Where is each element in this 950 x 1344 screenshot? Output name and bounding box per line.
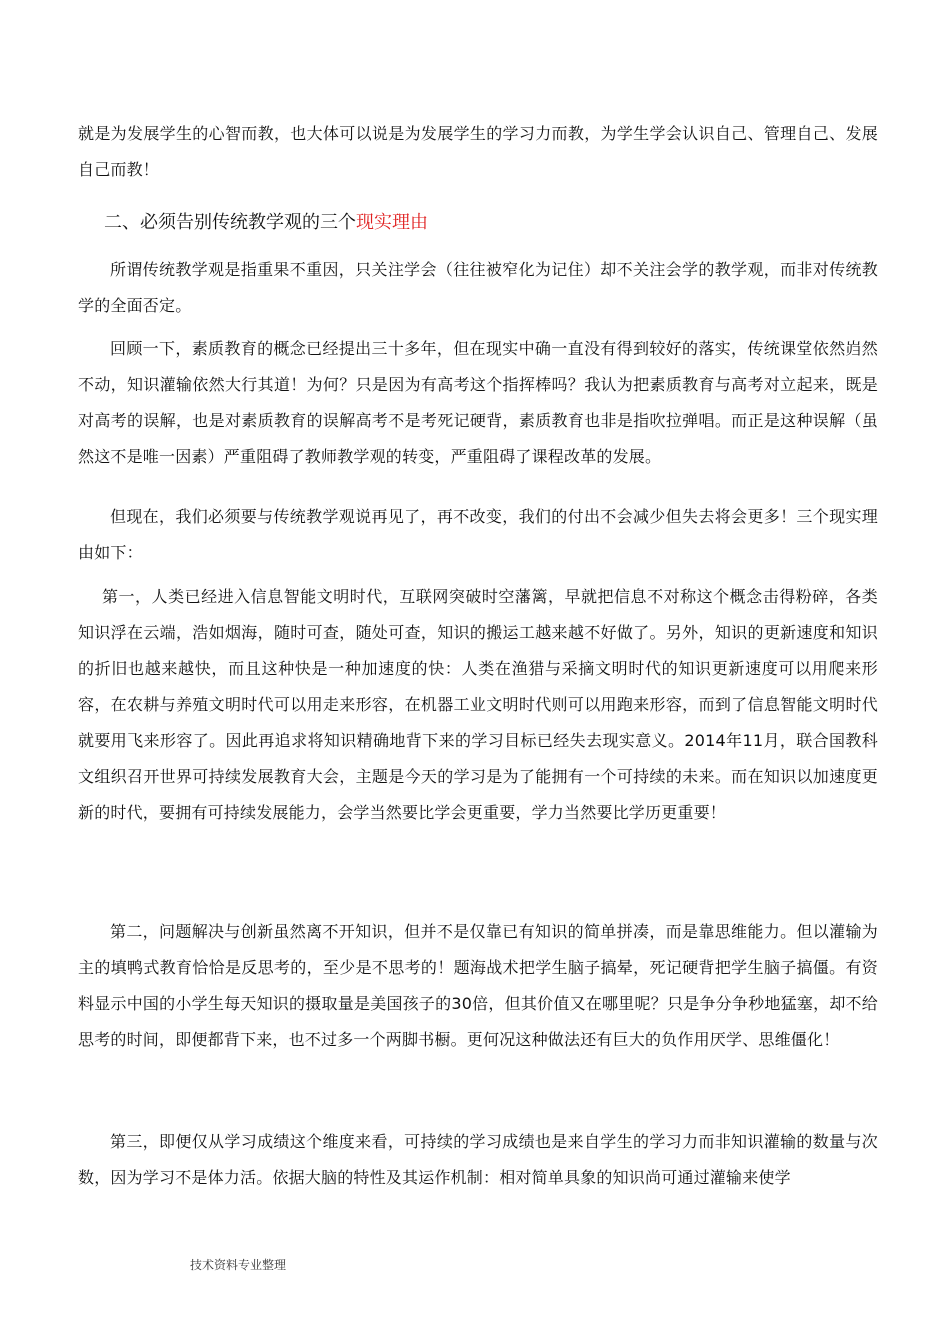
paragraph-reason-two: 第二，问题解决与创新虽然离不开知识，但并不是仅靠已有知识的简单拼凑，而是靠思维能力。但以灌输为主的填鸭式教育恰恰是反思考的，至少是不思考的！题海战术把学生脑子搞晕，死记硬背把学生脑子搞僵。有资料显示中国的小学生每天知识的摄取量是美国孩子的30倍，但其价值又在哪里呢？只是争分争秒地猛塞，却不给思考的时间，即便都背下来，也不过多一个两脚书橱。更何况这种做法还有巨大的负作用厌学、思维僵化！ — [78, 922, 878, 1049]
paragraph-intro: 就是为发展学生的心智而教，也大体可以说是为发展学生的学习力而教，为学生学会认识自己、管理自己、发展自己而教！ — [78, 124, 878, 179]
paragraph-reason-one: 第一，人类已经进入信息智能文明时代，互联网突破时空藩篱，早就把信息不对称这个概念击得粉碎，各类知识浮在云端，浩如烟海，随时可查，随处可查，知识的搬运工越来越不好做了。另外，知识的更新速度和知识的折旧也越来越快，而且这种快是一种加速度的快：人类在渔猎与采摘文明时代的知识更新速度可以用爬来形容，在农耕与养殖文明时代可以用走来形容，在机器工业文明时代则可以用跑来形容，而到了信息智能文明时代就要用飞来形容了。因此再追求将知识精确地背下来的学习目标已经失去现实意义。2014年11月，联合国教科文组织召开世界可持续发展教育大会，主题是今天的学习是为了能拥有一个可持续的未来。而在知识以加速度更新的时代，要拥有可持续发展能力，会学当然要比学会更重要，学力当然要比学历更重要！ — [78, 587, 878, 822]
heading-highlight: 现实理由 — [356, 212, 428, 233]
paragraph-transition: 但现在，我们必须要与传统教学观说再见了，再不改变，我们的付出不会减少但失去将会更多！三个现实理由如下： — [78, 507, 878, 562]
heading-text: 二、必须告别传统教学观的三个 — [104, 212, 356, 233]
paragraph-definition: 所谓传统教学观是指重果不重因，只关注学会（往往被窄化为记住）却不关注会学的教学观，而非对传统教学的全面否定。 — [78, 260, 878, 315]
paragraph-review: 回顾一下，素质教育的概念已经提出三十多年，但在现实中确一直没有得到较好的落实，传统课堂依然岿然不动，知识灌输依然大行其道！为何？只是因为有高考这个指挥棒吗？我认为把素质教育与高考对立起来，既是对高考的误解，也是对素质教育的误解高考不是考死记硬背，素质教育也非是指吹拉弹唱。而正是这种误解（虽然这不是唯一因素）严重阻碍了教师教学观的转变，严重阻碍了课程改革的发展。 — [78, 339, 878, 466]
page-footer: 技术资料专业整理 — [190, 1258, 287, 1272]
section-heading — [104, 209, 428, 237]
paragraph-reason-three: 第三，即便仅从学习成绩这个维度来看，可持续的学习成绩也是来自学生的学习力而非知识灌输的数量与次数，因为学习不是体力活。依据大脑的特性及其运作机制：相对简单具象的知识尚可通过灌输来使学 — [78, 1132, 878, 1187]
